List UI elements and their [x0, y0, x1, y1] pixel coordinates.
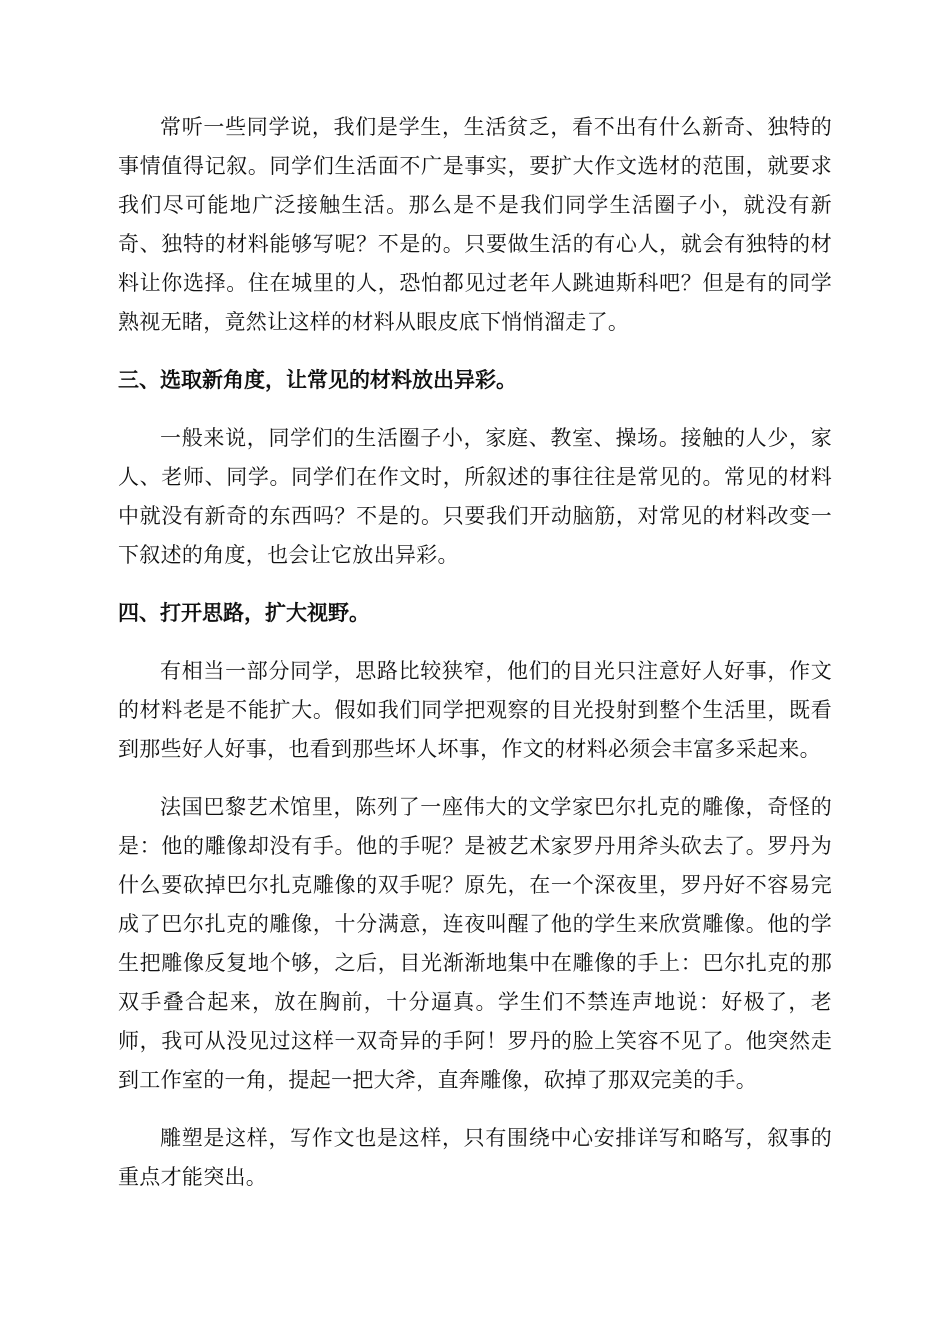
heading-section-four: 四、打开思路，扩大视野。 [118, 601, 370, 625]
paragraph-conclusion: 雕塑是这样，写作文也是这样，只有围绕中心安排详写和略写，叙事的重点才能突出。 [118, 1126, 832, 1189]
paragraph-broaden-view: 有相当一部分同学，思路比较狭窄，他们的目光只注意好人好事，作文的材料老是不能扩大。假如我们同学把观察的目光投射到整个生活里，既看到那些好人好事，也看到那些坏人坏事，作文的材料必须会丰富多采起来。 [118, 659, 832, 761]
paragraph-balzac-statue: 法国巴黎艺术馆里，陈列了一座伟大的文学家巴尔扎克的雕像，奇怪的是：他的雕像却没有手。他的手呢？是被艺术家罗丹用斧头砍去了。罗丹为什么要砍掉巴尔扎克雕像的双手呢？原先，在一个深夜里，罗丹好不容易完成了巴尔扎克的雕像，十分满意，连夜叫醒了他的学生来欣赏雕像。他的学生把雕像反复地个够，之后，目光渐渐地集中在雕像的手上：巴尔扎克的那双手叠合起来，放在胸前，十分逼真。学生们不禁连声地说：好极了，老师，我可从没见过这样一双奇异的手阿！罗丹的脸上笑容不见了。他突然走到工作室的一角，提起一把大斧，直奔雕像，砍掉了那双完美的手。 [118, 795, 832, 1092]
paragraph-new-angle: 一般来说，同学们的生活圈子小，家庭、教室、操场。接触的人少，家人、老师、同学。同学们在作文时，所叙述的事往往是常见的。常见的材料中就没有新奇的东西吗？不是的。只要我们开动脑筋，对常见的材料改变一下叙述的角度，也会让它放出异彩。 [118, 426, 832, 567]
document-page [118, 108, 832, 1197]
paragraph-everyday-material: 常听一些同学说，我们是学生，生活贫乏，看不出有什么新奇、独特的事情值得记叙。同学们生活面不广是事实，要扩大作文选材的范围，就要求我们尽可能地广泛接触生活。那么是不是我们同学生活圈子小，就没有新奇、独特的材料能够写呢？不是的。只要做生活的有心人，就会有独特的材料让你选择。住在城里的人，恐怕都见过老年人跳迪斯科吧？但是有的同学熟视无睹，竟然让这样的材料从眼皮底下悄悄溜走了。 [118, 115, 832, 334]
heading-section-three: 三、选取新角度，让常见的材料放出异彩。 [118, 368, 517, 392]
